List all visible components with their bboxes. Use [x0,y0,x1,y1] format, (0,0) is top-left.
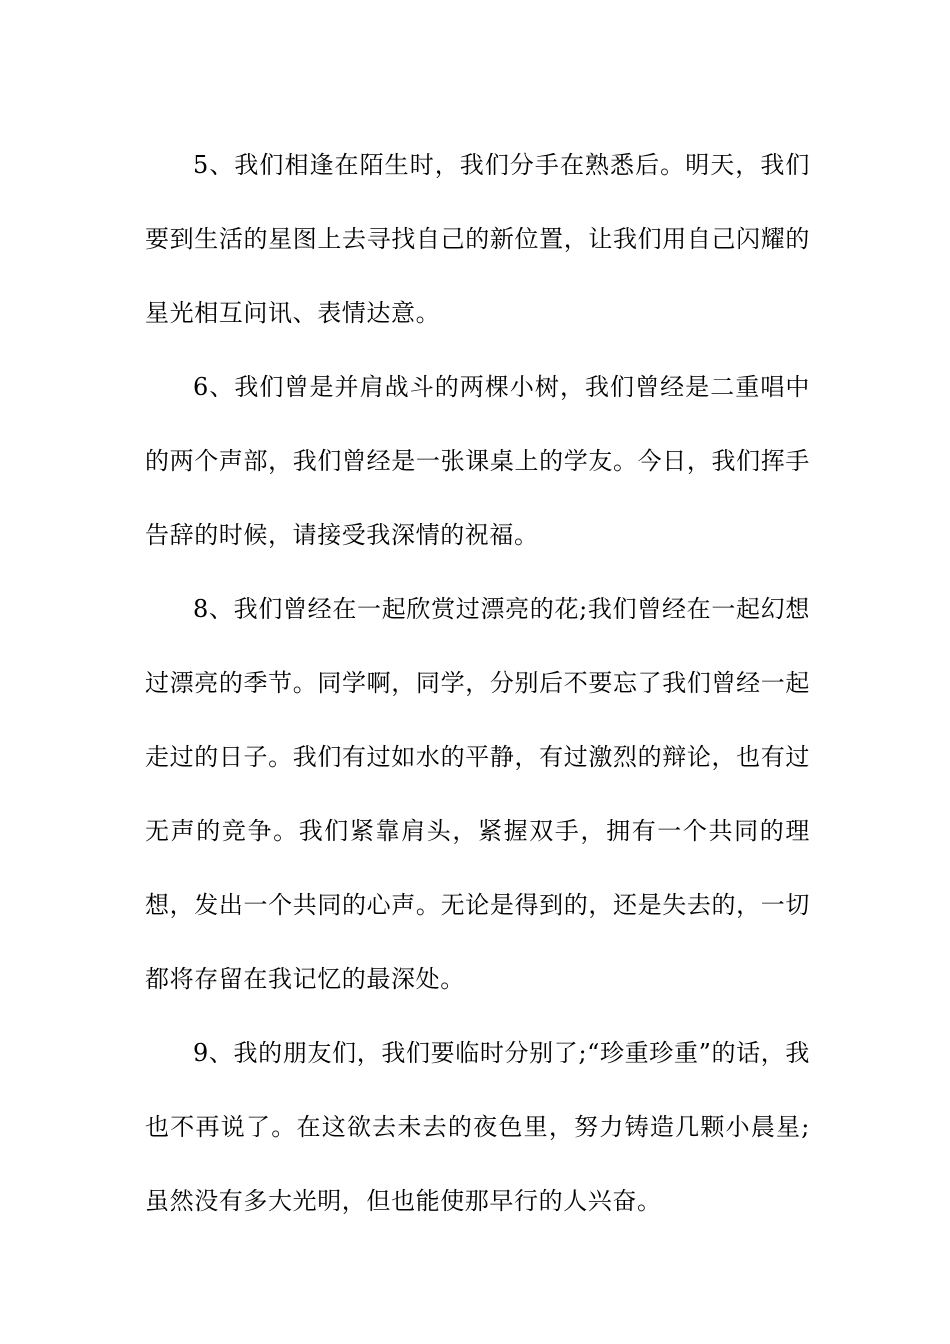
document-body [145,128,810,1238]
paragraph-6: 6、我们曾是并肩战斗的两棵小树，我们曾经是二重唱中的两个声部，我们曾经是一张课桌上的学友。今日，我们挥手告辞的时候，请接受我深情的祝福。 [145,373,810,549]
paragraph-9: 9、我的朋友们，我们要临时分别了;“珍重珍重”的话，我也不再说了。在这欲去未去的夜色里，努力铸造几颗小晨星;虽然没有多大光明，但也能使那早行的人兴奋。 [145,1039,810,1215]
paragraph-8: 8、我们曾经在一起欣赏过漂亮的花;我们曾经在一起幻想过漂亮的季节。同学啊，同学，分别后不要忘了我们曾经一起走过的日子。我们有过如水的平静，有过激烈的辩论，也有过无声的竞争。我们紧靠肩头，紧握双手，拥有一个共同的理想，发出一个共同的心声。无论是得到的，还是失去的，一切都将存留在我记忆的最深处。 [145,595,810,993]
paragraph-5: 5、我们相逢在陌生时，我们分手在熟悉后。明天，我们要到生活的星图上去寻找自己的新位置，让我们用自己闪耀的星光相互问讯、表情达意。 [145,151,810,327]
